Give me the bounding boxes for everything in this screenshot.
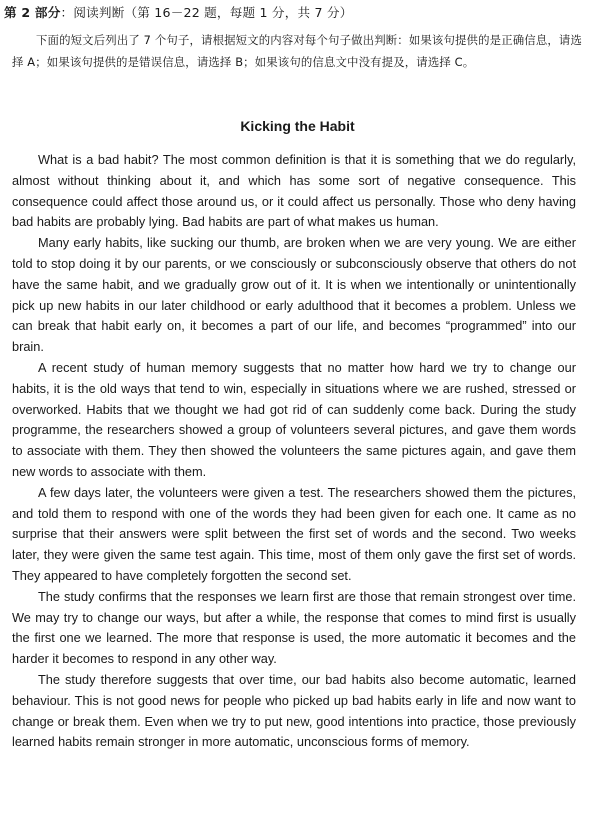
section-separator: ： xyxy=(60,5,74,20)
article-title: Kicking the Habit xyxy=(240,118,355,134)
article-paragraph: Many early habits, like sucking our thumb, are broken when we are very young. We are either told to stop doing it by our parents, or we consciously or subconsciously observe that others do not have the same habit, and we gradually grow out of it. It is when we intentionally or unintentionally pick up new habits in our later childhood or early adulthood that it becomes a problem. Unless we can break that habit early on, it becomes a part of our life, and becomes “programmed” into our brain. xyxy=(12,235,576,355)
article-paragraph: The study confirms that the responses we learn first are those that remain strongest over time. We may try to change our ways, but after a while, the response that comes to mind first is usually the first one we learned. The more that response is used, the more automatic it becomes and the harder it becomes to respond in any other way. xyxy=(12,588,576,667)
article-paragraph: What is a bad habit? The most common definition is that it is something that we do regularly, almost without thinking about it, and which has some sort of negative consequence. This consequence could affect those around us, or it could affect us personally. Those who deny having bad habits are probably lying. Bad habits are part of what makes us human. xyxy=(12,152,576,230)
article-paragraph: The study therefore suggests that over time, our bad habits also become automatic, learned behaviour. This is not good news for people who picked up bad habits early in life and now want to change or break them. Even when we try to put new, good intentions into practice, those previously learned habits remain stronger in more automatic, unconscious forms of memory. xyxy=(12,671,576,750)
section-heading: 阅读判断（第 16－22 题，每题 1 分，共 7 分） xyxy=(73,5,353,20)
article-paragraph: A few days later, the volunteers were given a test. The researchers showed them the pictures, and told them to respond with one of the words they had been given for each one. It came as no surprise that their answers were split between the first set of words and the second. Two weeks later, they were given the same test again. This time, most of them only gave the first set of words. They appeared to have completely forgotten the second set. xyxy=(12,484,576,583)
instructions-text: 下面的短文后列出了 7 个句子，请根据短文的内容对每个句子做出判断：如果该句提供的是正确信息，请选择 A；如果该句提供的是错误信息，请选择 B；如果该句的信息文中没有提及，请选择 C。 xyxy=(12,33,582,69)
article-paragraph: A recent study of human memory suggests that no matter how hard we try to change our habits, it is the old ways that tend to win, especially in situations where we are rushed, stressed or overworked. Habits that we thought we had got rid of can suddenly come back. During the study programme, the researchers showed a group of volunteers several pictures, and gave them words to associate with them. They then showed the volunteers the same pictures again, and gave them new words to associate with them. xyxy=(12,359,576,479)
article-body xyxy=(12,150,576,753)
section-part-label: 第 2 部分 xyxy=(4,5,61,20)
section-header xyxy=(4,4,353,22)
